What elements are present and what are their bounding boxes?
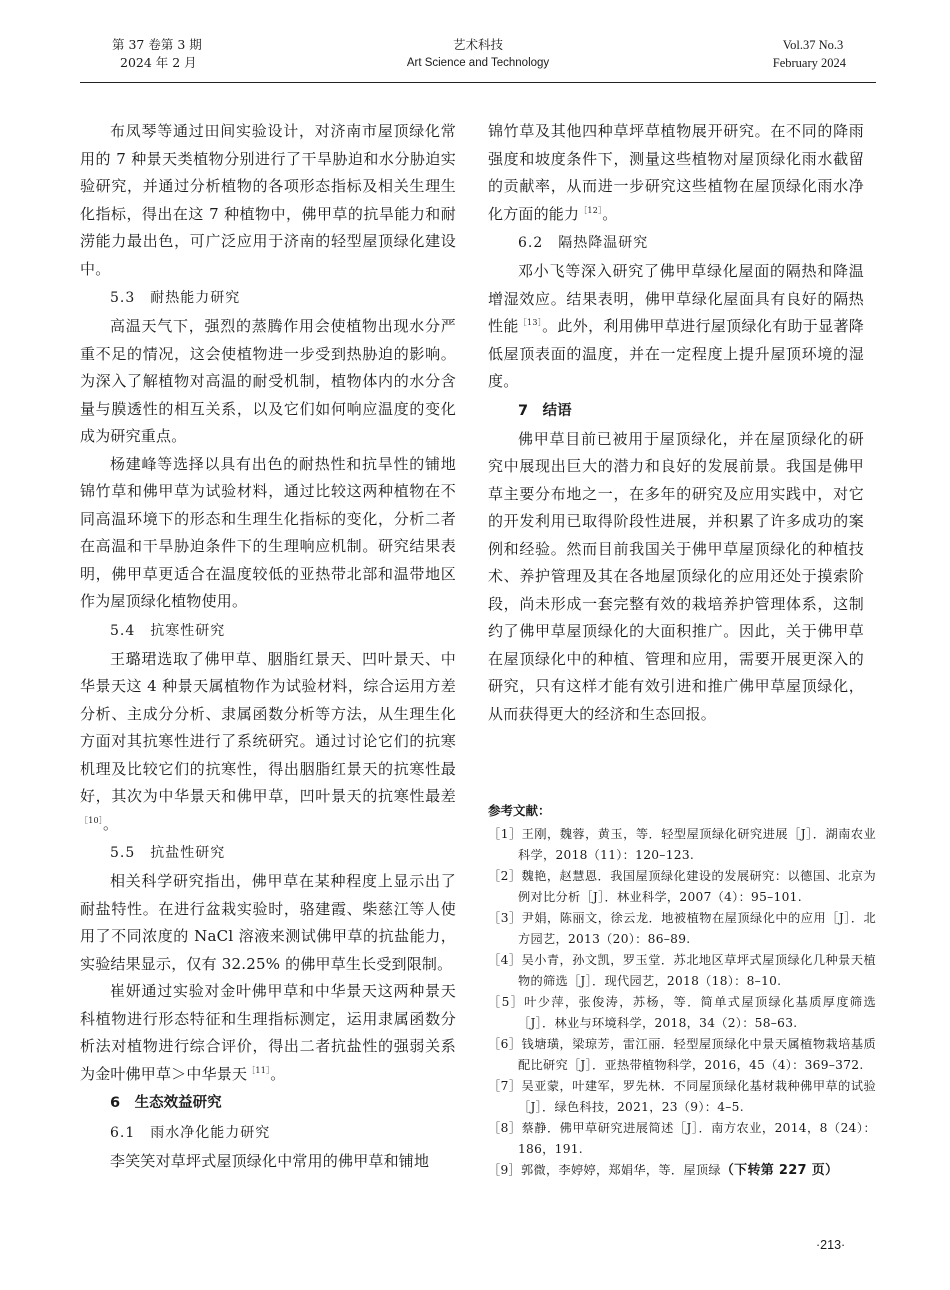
paragraph: 李笑笑对草坪式屋顶绿化中常用的佛甲草和铺地 <box>110 1152 430 1170</box>
header-right <box>773 36 846 72</box>
reference-item: ［4］吴小青，孙文凯，罗玉堂．苏北地区草坪式屋顶绿化几种景天植物的筛选［J］．现代园艺，2018（18）：8–10. <box>488 953 876 988</box>
references <box>488 800 876 1181</box>
paragraph <box>488 258 864 396</box>
running-header <box>80 34 876 83</box>
page-number: ·213· <box>816 1238 846 1252</box>
journal-title-zh: 艺术科技 <box>452 37 503 52</box>
volume-issue-en: Vol.37 No.3 <box>782 38 844 52</box>
subheading-6-1: 6.1 雨水净化能力研究 <box>110 1125 271 1141</box>
paragraph: 佛甲草目前已被用于屋顶绿化，并在屋顶绿化的研究中展现出巨大的潜力和良好的发展前景。我国是佛甲草主要分布地之一，在多年的研究及应用实践中，对它的开发利用已取得阶段性进展，并积累了许多成功的案例和经验。然而目前我国关于佛甲草屋顶绿化的种植技术、养护管理及其在各地屋顶绿化的应用还处于摸索阶段，尚未形成一套完整有效的栽培养护管理体系，这制约了佛甲草屋顶绿化的大面积推广。因此，关于佛甲草在屋顶绿化中的种植、管理和应用，需要开展更深入的研究，只有这样才能有效引进和推广佛甲草屋顶绿化，从而获得更大的经济和生态回报。 <box>488 429 864 723</box>
journal-title-en: Art Science and Technology <box>406 57 550 69</box>
continued-note: （下转第 227 页） <box>720 1163 839 1178</box>
left-column <box>80 118 456 1176</box>
reference-item: ［8］蔡静．佛甲草研究进展简述［J］．南方农业，2014，8（24）：186，191. <box>488 1121 876 1156</box>
citation: ［11］ <box>247 1065 271 1075</box>
references-title: 参考文献： <box>488 803 551 818</box>
paragraph-end: 。 <box>102 814 119 833</box>
subheading-5-3: 5.3 耐热能力研究 <box>110 290 241 306</box>
paragraph: 相关科学研究指出，佛甲草在某种程度上显示出了耐盐特性。在进行盆栽实验时，骆建霞、柴慈江等人使用了不同浓度的 NaCl 溶液来测试佛甲草的抗盐能力，实验结果显示，仅有 32.25% 的佛甲草生长受到限制。 <box>80 872 456 973</box>
paragraph-text: 王璐珺选取了佛甲草、胭脂红景天、凹叶景天、中华景天这 4 种景天属植物作为试验材料，综合运用方差分析、主成分分析、隶属函数分析等方法，从生理生化方面对其抗寒性进行了系统研究。通过讨论它们的抗寒机理及比较它们的抗寒性，得出胭脂红景天的抗寒性最好，其次为中华景天和佛甲草，凹叶景天的抗寒性最差 <box>80 649 456 805</box>
subheading-5-5: 5.5 抗盐性研究 <box>110 845 226 861</box>
date-en: February 2024 <box>772 56 846 70</box>
paragraph <box>80 646 456 839</box>
reference-item: ［1］王刚，魏蓉，黄玉，等．轻型屋顶绿化研究进展［J］．湖南农业科学，2018（11）：120–123. <box>488 827 876 862</box>
date-zh: 2024 年 2 月 <box>120 55 197 70</box>
paragraph-end: 。 <box>602 204 618 223</box>
paragraph-text: 锦竹草及其他四种草坪草植物展开研究。在不同的降雨强度和坡度条件下，测量这些植物对屋顶绿化雨水截留的贡献率，从而进一步研究这些植物在屋顶绿化雨水净化方面的能力 <box>488 122 864 223</box>
citation: ［10］ <box>80 815 103 825</box>
reference-item: ［6］钱塘璜，梁琼芳，雷江丽．轻型屋顶绿化中景天属植物栽培基质配比研究［J］．亚热带植物科学，2016，45（4）：369–372. <box>488 1037 876 1072</box>
paragraph: 杨建峰等选择以具有出色的耐热性和抗旱性的铺地锦竹草和佛甲草为试验材料，通过比较这两种植物在不同高温环境下的形态和生理生化指标的变化，分析二者在高温和干旱胁迫条件下的生理响应机制。研究结果表明，佛甲草更适合在温度较低的亚热带北部和温带地区作为屋顶绿化植物使用。 <box>80 454 456 610</box>
subheading-6-2: 6.2 隔热降温研究 <box>518 235 649 251</box>
paragraph-text: 。此外，利用佛甲草进行屋顶绿化有助于显著降低屋顶表面的温度，并在一定程度上提升屋顶环境的湿度。 <box>488 317 865 390</box>
citation: ［13］ <box>518 318 543 327</box>
paragraph <box>80 978 456 1088</box>
volume-issue-zh: 第 37 卷第 3 期 <box>112 37 202 52</box>
paragraph-text: 崔妍通过实验对金叶佛甲草和中华景天这两种景天科植物进行形态特征和生理指标测定，运用隶属函数分析法对植物进行综合评价，得出二者抗盐性的强弱关系为金叶佛甲草＞中华景天 <box>80 982 456 1083</box>
header-center <box>80 36 876 72</box>
paragraph-end: 。 <box>270 1064 286 1083</box>
paragraph <box>488 118 864 228</box>
reference-item: ［2］魏艳，赵慧恩．我国屋顶绿化建设的发展研究：以德国、北京为例对比分析［J］．林业科学，2007（4）：95–101. <box>488 869 876 904</box>
paragraph: 布凤琴等通过田间实验设计，对济南市屋顶绿化常用的 7 种景天类植物分别进行了干旱胁迫和水分胁迫实验研究，并通过分析植物的各项形态指标及相关生理生化指标，得出在这 7 种植物中，佛甲草的抗旱能力和耐涝能力最出色，可广泛应用于济南的轻型屋顶绿化建设中。 <box>80 122 456 278</box>
paragraph-text: 邓小飞等深入研究了佛甲草绿化屋面的隔热和降温增湿效应。结果表明，佛甲草绿化屋面具有良好的隔热性能 <box>488 262 864 335</box>
right-column <box>488 118 864 728</box>
subheading-5-4: 5.4 抗寒性研究 <box>110 622 226 639</box>
paragraph: 高温天气下，强烈的蒸腾作用会使植物出现水分严重不足的情况，这会使植物进一步受到热胁迫的影响。为深入了解植物对高温的耐受机制，植物体内的水分含量与膜透性的相互关系，以及它们如何响应温度的变化成为研究重点。 <box>80 317 456 445</box>
reference-text: ［9］郭微，李婷婷，郑娟华，等．屋顶绿 <box>488 1163 721 1177</box>
reference-item: ［3］尹娟，陈丽文，徐云龙．地被植物在屋顶绿化中的应用［J］．北方园艺，2013（20）：86–89. <box>488 911 876 946</box>
section-heading-6: 6 生态效益研究 <box>110 1095 222 1111</box>
reference-item: ［7］吴亚蒙，叶建军，罗先林．不同屋顶绿化基材栽种佛甲草的试验［J］．绿色科技，2021，23（9）：4–5. <box>488 1079 876 1114</box>
reference-item: ［5］叶少萍，张俊涛，苏杨，等．简单式屋顶绿化基质厚度筛选［J］．林业与环境科学，2018，34（2）：58–63. <box>488 995 876 1030</box>
section-heading-7: 7 结语 <box>518 402 572 419</box>
reference-item <box>488 1160 876 1181</box>
citation: ［12］ <box>579 205 603 215</box>
